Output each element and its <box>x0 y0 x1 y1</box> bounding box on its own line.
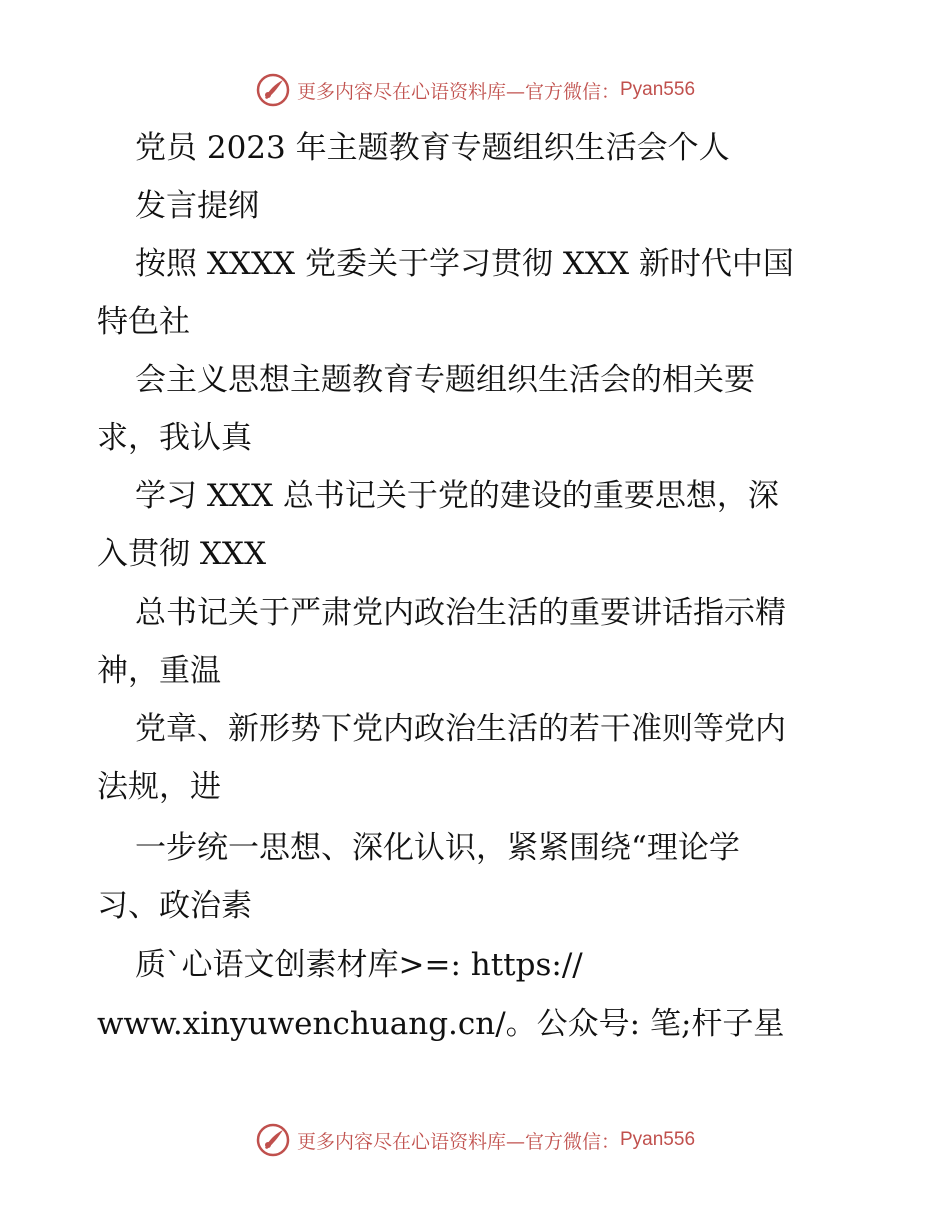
paragraph-line: 按照 XXXX 党委关于学习贯彻 XXX 新时代中国 <box>135 246 794 282</box>
watermark-wechat-id: Pyan556 <box>620 79 696 100</box>
paragraph-line: www.xinyuwenchuang.cn/。公众号: 笔;杆子星 <box>97 1006 785 1042</box>
paragraph-line: 会主义思想主题教育专题组织生活会的相关要 <box>135 362 755 398</box>
paragraph-line: 一步统一思想、深化认识，紧紧围绕“理论学 <box>135 830 740 866</box>
footer-watermark-banner <box>0 1120 950 1160</box>
paragraph-line: 学习 XXX 总书记关于党的建设的重要思想，深 <box>135 478 779 514</box>
watermark-text: 更多内容尽在心语资料库—官方微信： <box>296 80 620 103</box>
paragraph-line: 神，重温 <box>97 653 221 689</box>
paragraph-line: 特色社 <box>97 304 190 340</box>
paragraph-line: 总书记关于严肃党内政治生活的重要讲话指示精 <box>135 595 786 631</box>
paragraph-line: 习、政治素 <box>97 888 252 924</box>
doc-title-line-1: 党员 2023 年主题教育专题组织生活会个人 <box>135 130 730 166</box>
paragraph-line: 质`心语文创素材库>=: https:// <box>135 947 583 983</box>
paragraph-line: 党章、新形势下党内政治生活的若干准则等党内 <box>135 711 786 747</box>
quill-ink-logo-icon <box>255 1122 291 1158</box>
doc-title-line-2: 发言提纲 <box>135 188 259 224</box>
paragraph-line: 求，我认真 <box>97 420 252 456</box>
watermark-text: 更多内容尽在心语资料库—官方微信： <box>296 1130 620 1153</box>
watermark-wechat-id: Pyan556 <box>620 1129 696 1150</box>
paragraph-line: 入贯彻 XXX <box>97 536 267 572</box>
paragraph-line: 法规，进 <box>97 769 221 805</box>
